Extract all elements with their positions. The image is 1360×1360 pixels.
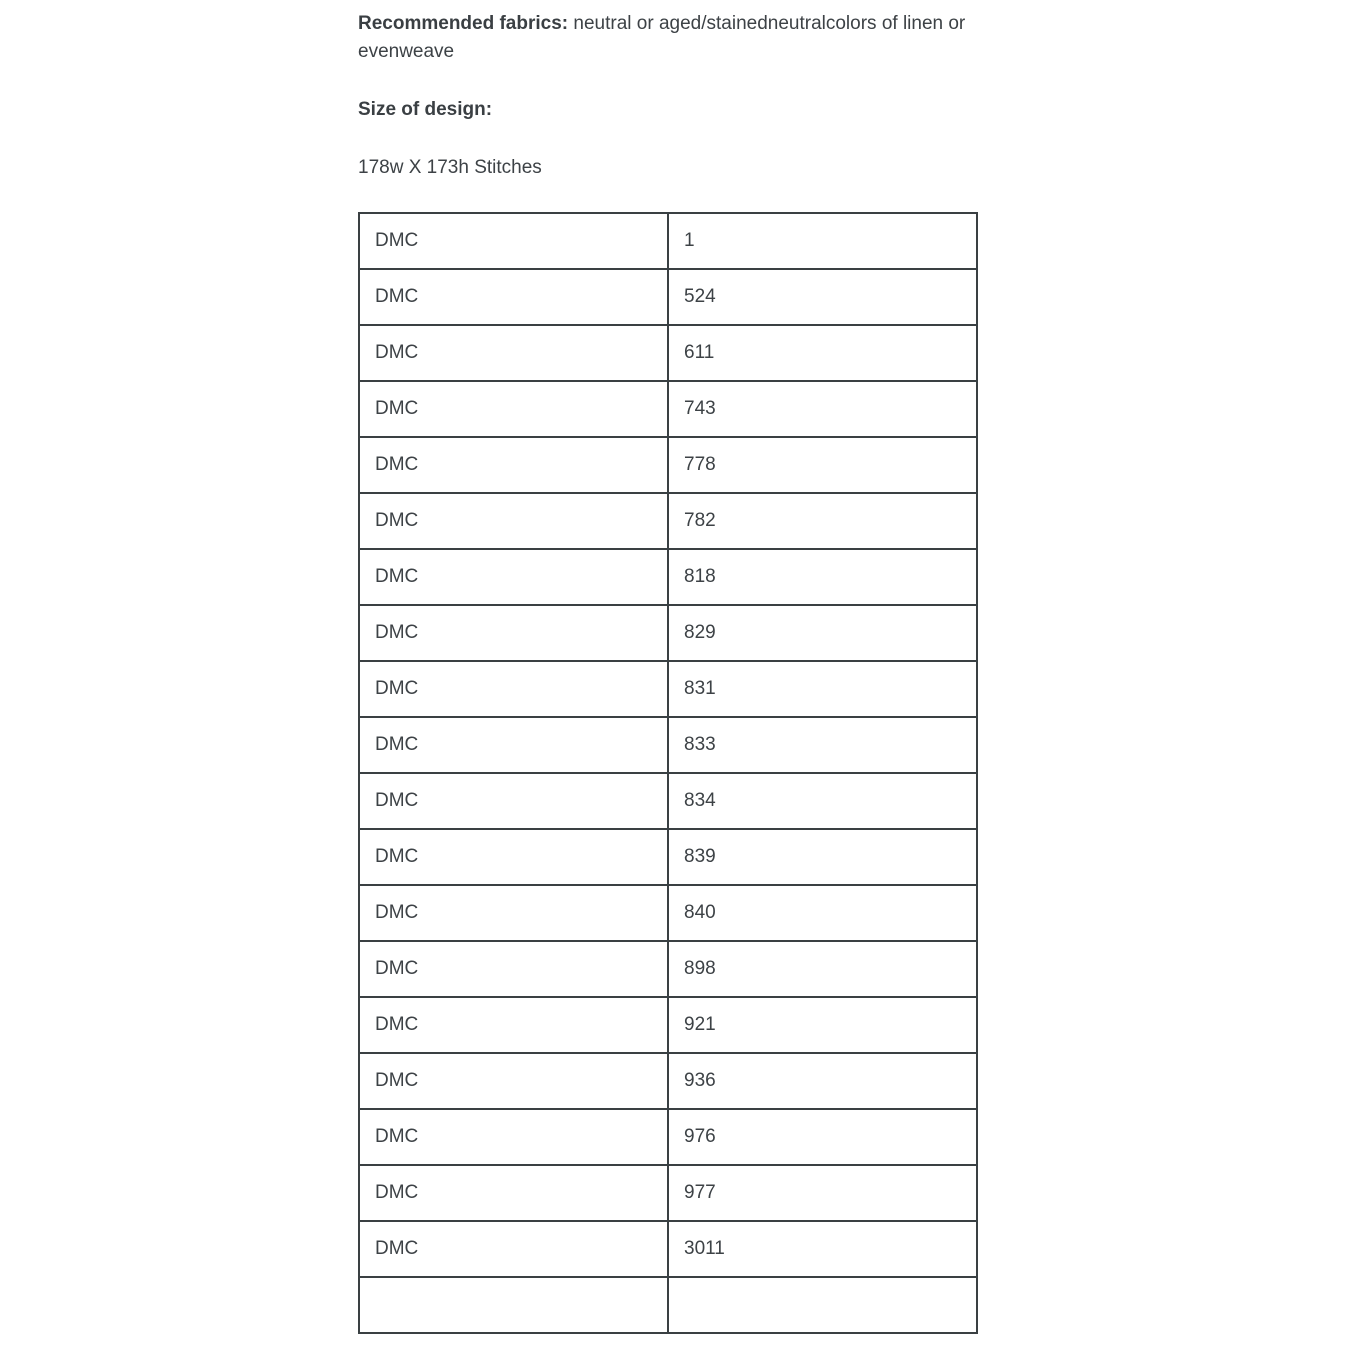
- thread-code-cell: 1: [668, 213, 977, 269]
- thread-code-cell: 818: [668, 549, 977, 605]
- thread-row: [359, 605, 977, 661]
- thread-brand-cell: DMC: [359, 437, 668, 493]
- thread-code-cell: [668, 1277, 977, 1333]
- thread-row: [359, 493, 977, 549]
- thread-row: [359, 997, 977, 1053]
- thread-code-cell: 898: [668, 941, 977, 997]
- thread-code-cell: 778: [668, 437, 977, 493]
- thread-brand-cell: DMC: [359, 493, 668, 549]
- thread-brand-cell: DMC: [359, 381, 668, 437]
- thread-row: [359, 325, 977, 381]
- thread-code-cell: 976: [668, 1109, 977, 1165]
- thread-code-cell: 829: [668, 605, 977, 661]
- thread-code-cell: 936: [668, 1053, 977, 1109]
- thread-brand-cell: DMC: [359, 829, 668, 885]
- thread-code-cell: 524: [668, 269, 977, 325]
- thread-brand-cell: DMC: [359, 1221, 668, 1277]
- thread-row: [359, 941, 977, 997]
- thread-row: [359, 381, 977, 437]
- thread-brand-cell: DMC: [359, 773, 668, 829]
- product-description: [358, 10, 978, 1334]
- thread-brand-cell: DMC: [359, 885, 668, 941]
- thread-code-cell: 921: [668, 997, 977, 1053]
- thread-row: [359, 885, 977, 941]
- thread-row: [359, 213, 977, 269]
- thread-code-cell: 977: [668, 1165, 977, 1221]
- recommended-fabrics-label: Recommended fabrics:: [358, 13, 569, 34]
- thread-code-cell: 839: [668, 829, 977, 885]
- thread-brand-cell: DMC: [359, 605, 668, 661]
- thread-brand-cell: DMC: [359, 1109, 668, 1165]
- thread-list-table: [358, 212, 978, 1334]
- thread-brand-cell: DMC: [359, 269, 668, 325]
- thread-row: [359, 1109, 977, 1165]
- thread-row: [359, 549, 977, 605]
- design-size-value: 178w X 173h Stitches: [358, 157, 542, 178]
- thread-row: [359, 1053, 977, 1109]
- thread-code-cell: 834: [668, 773, 977, 829]
- thread-brand-cell: DMC: [359, 661, 668, 717]
- thread-row: [359, 773, 977, 829]
- thread-code-cell: 833: [668, 717, 977, 773]
- thread-row: [359, 1165, 977, 1221]
- design-size-heading: [358, 96, 978, 124]
- thread-code-cell: 831: [668, 661, 977, 717]
- thread-code-cell: 611: [668, 325, 977, 381]
- thread-row: [359, 661, 977, 717]
- thread-row: [359, 437, 977, 493]
- recommended-fabrics: [358, 10, 978, 66]
- design-size-label: Size of design:: [358, 99, 493, 120]
- thread-brand-cell: [359, 1277, 668, 1333]
- thread-row: [359, 829, 977, 885]
- thread-code-cell: 3011: [668, 1221, 977, 1277]
- thread-brand-cell: DMC: [359, 717, 668, 773]
- thread-code-cell: 840: [668, 885, 977, 941]
- thread-brand-cell: DMC: [359, 997, 668, 1053]
- thread-row: [359, 1221, 977, 1277]
- recommended-fabrics-value: neutral or aged/stainedneutralcolors of linen or evenweave: [358, 13, 966, 62]
- thread-brand-cell: DMC: [359, 1053, 668, 1109]
- thread-row: [359, 717, 977, 773]
- thread-row: [359, 1277, 977, 1333]
- thread-code-cell: 743: [668, 381, 977, 437]
- thread-brand-cell: DMC: [359, 213, 668, 269]
- thread-brand-cell: DMC: [359, 1165, 668, 1221]
- thread-brand-cell: DMC: [359, 325, 668, 381]
- thread-row: [359, 269, 977, 325]
- thread-brand-cell: DMC: [359, 941, 668, 997]
- thread-brand-cell: DMC: [359, 549, 668, 605]
- thread-code-cell: 782: [668, 493, 977, 549]
